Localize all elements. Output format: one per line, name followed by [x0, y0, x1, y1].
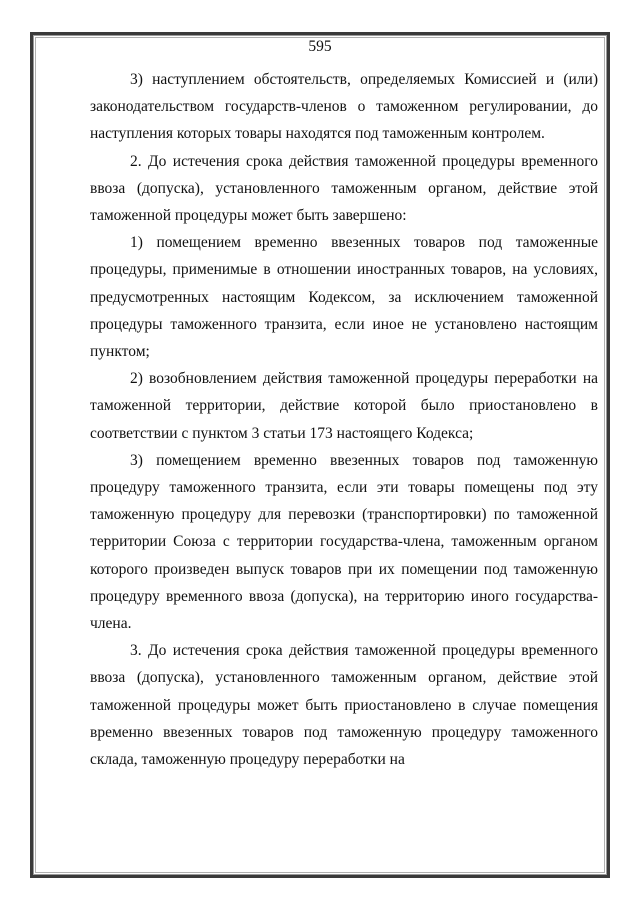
paragraph: 3) наступлением обстоятельств, определяемых Комиссией и (или) законодательством государств-членов о таможенном регулировании, до наступления которых товары находятся под таможенным контролем. — [90, 71, 598, 143]
document-body — [90, 66, 598, 773]
paragraph: 1) помещением временно ввезенных товаров под таможенные процедуры, применимые в отношении иностранных товаров, на условиях, предусмотренных настоящим Кодексом, за исключением таможенной процедуры таможенного транзита, если иное не установлено настоящим пунктом; — [90, 234, 598, 361]
paragraph: 2. До истечения срока действия таможенной процедуры временного ввоза (допуска), установленного таможенным органом, действие этой таможенной процедуры может быть завершено: — [90, 152, 598, 225]
paragraph: 3. До истечения срока действия таможенной процедуры временного ввоза (допуска), установленного таможенным органом, действие этой таможенной процедуры может быть приостановлено в случае помещения временно ввезенных товаров под таможенную процедуру таможенного склада, таможенную процедуру переработки на — [90, 642, 598, 769]
paragraph: 3) помещением временно ввезенных товаров под таможенную процедуру таможенного транзита, если эти товары помещены под эту таможенную процедуру для перевозки (транспортировки) по таможенной территории Союза с территории государства-члена, таможенным органом которого произведен выпуск товаров при их помещении под таможенную процедуру временного ввоза (допуска), на территорию иного государства-члена. — [90, 451, 598, 633]
page-number: 595 — [308, 38, 332, 55]
paragraph: 2) возобновлением действия таможенной процедуры переработки на таможенной территории, действие которой было приостановлено в соответствии с пунктом 3 статьи 173 настоящего Кодекса; — [90, 370, 598, 442]
